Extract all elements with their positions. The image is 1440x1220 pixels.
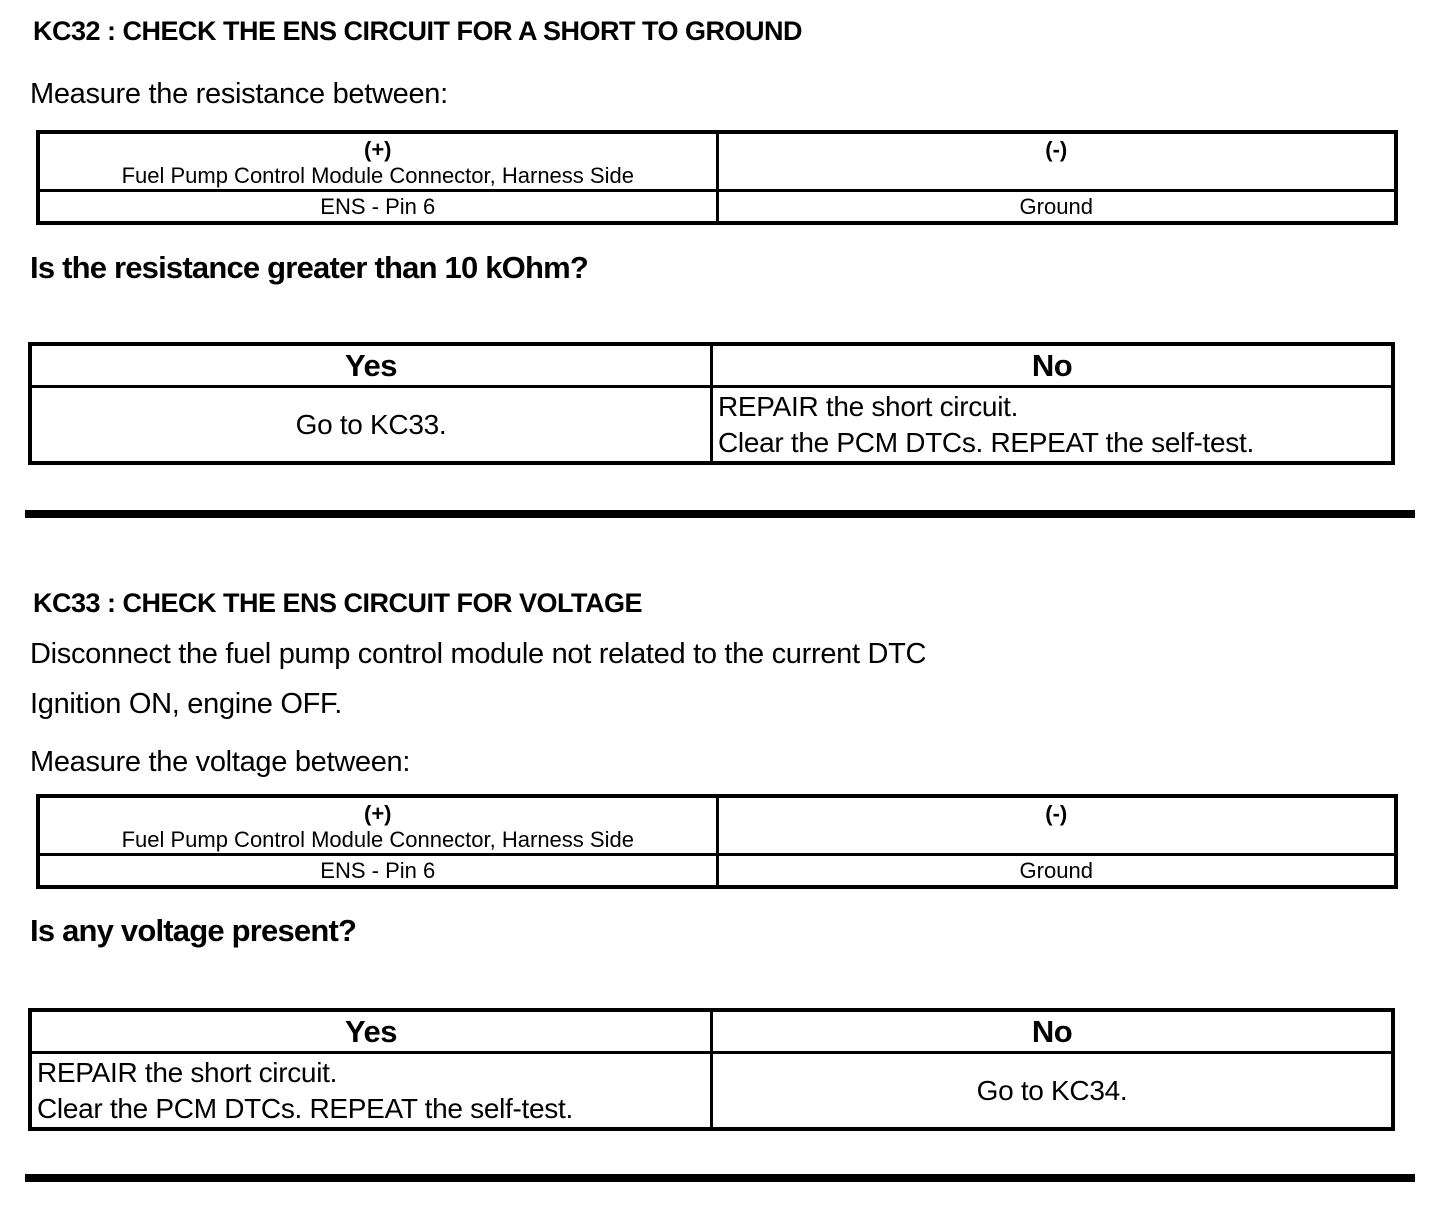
positive-detail: Fuel Pump Control Module Connector, Harness Side (121, 827, 634, 852)
instruction-text: Measure the resistance between: (30, 78, 448, 110)
step-title: KC33 : CHECK THE ENS CIRCUIT FOR VOLTAGE (33, 588, 643, 618)
negative-symbol: (-) (1045, 801, 1068, 826)
positive-measure-point: ENS - Pin 6 (40, 856, 716, 885)
positive-symbol: (+) (364, 801, 392, 826)
instruction-text: Ignition ON, engine OFF. (30, 688, 342, 720)
section-divider (25, 1174, 1415, 1182)
yes-action-cell (32, 1054, 710, 1127)
positive-measure-point: ENS - Pin 6 (40, 192, 716, 221)
section-divider (25, 510, 1415, 518)
negative-symbol: (-) (1045, 137, 1068, 162)
measurement-table (36, 794, 1398, 889)
positive-header-cell (40, 798, 716, 853)
yes-header-cell: Yes (32, 1012, 710, 1051)
question-text: Is any voltage present? (30, 913, 357, 948)
step-title: KC32 : CHECK THE ENS CIRCUIT FOR A SHORT TO GROUND (33, 16, 803, 46)
instruction-text: Disconnect the fuel pump control module not related to the current DTC (30, 638, 927, 670)
decision-table (28, 342, 1395, 465)
document-page (0, 16, 1440, 1182)
no-action-cell: Go to KC34. (713, 1054, 1391, 1127)
step-section-kc32 (30, 16, 1410, 465)
measurement-table (36, 130, 1398, 225)
step-section-kc33 (30, 588, 1410, 1131)
positive-detail: Fuel Pump Control Module Connector, Harness Side (121, 163, 634, 188)
no-action-line: Clear the PCM DTCs. REPEAT the self-test. (718, 427, 1254, 458)
instruction-text: Measure the voltage between: (30, 746, 411, 778)
decision-table (28, 1008, 1395, 1131)
yes-action-line: REPAIR the short circuit. (37, 1057, 338, 1088)
positive-symbol: (+) (364, 137, 392, 162)
positive-header-cell (40, 134, 716, 189)
no-action-line: REPAIR the short circuit. (718, 391, 1019, 422)
negative-measure-point: Ground (719, 192, 1395, 221)
yes-header-cell: Yes (32, 346, 710, 385)
negative-header-cell (719, 134, 1395, 189)
yes-action-cell: Go to KC33. (32, 388, 710, 461)
no-header-cell: No (713, 1012, 1391, 1051)
no-action-cell (713, 388, 1391, 461)
negative-header-cell (719, 798, 1395, 853)
yes-action-line: Clear the PCM DTCs. REPEAT the self-test. (37, 1093, 573, 1124)
negative-measure-point: Ground (719, 856, 1395, 885)
no-header-cell: No (713, 346, 1391, 385)
question-text: Is the resistance greater than 10 kOhm? (30, 250, 589, 285)
